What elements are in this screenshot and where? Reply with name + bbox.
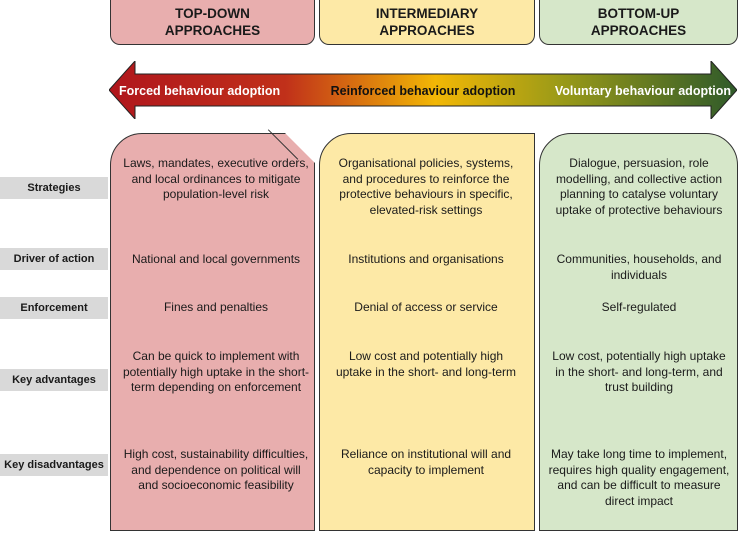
arrow-right-label: Voluntary behaviour adoption [554,84,731,98]
cell-strategies-top-down: Laws, mandates, executive orders, and local ordinances to mitigate population-level risk [123,156,309,201]
cell-advantages-bottom-up: Low cost, potentially high uptake in the short- and long-term, and trust building [552,349,726,394]
cell-disadvantages-intermediary: Reliance on institutional will and capacity to implement [340,447,512,477]
cell-strategies-bottom-up: Dialogue, persuasion, role modelling, and collective action planning to catalyse voluntary uptake of protective behaviours [555,156,723,217]
header-intermediary [319,0,535,45]
header-bottom-up [539,0,738,45]
behaviour-adoption-arrow [109,61,737,119]
row-label-text: Strategies [27,182,81,194]
row-label-disadvantages [0,454,108,476]
row-label-advantages [0,369,108,391]
cell-advantages-top-down: Can be quick to implement with potentially high uptake in the short-term depending on enforcement [122,349,310,394]
cell-driver-bottom-up: Communities, households, and individuals [556,252,722,282]
cell-driver-intermediary: Institutions and organisations [348,252,504,266]
header-intermediary-line2: APPROACHES [379,23,475,38]
cell-advantages-intermediary: Low cost and potentially high uptake in the short- and long-term [335,349,517,379]
arrow-left-label: Forced behaviour adoption [119,84,281,98]
header-top-down-line2: APPROACHES [164,23,261,38]
header-top-down-line1: TOP-DOWN [175,6,250,21]
cell-enforcement-top-down: Fines and penalties [163,300,269,314]
row-label-text: Key disadvantages [4,459,104,471]
cell-disadvantages-bottom-up: May take long time to implement, requires high quality engagement, and can be difficult to measure direct impact [548,447,730,508]
cell-driver-top-down: National and local governments [131,252,301,266]
cell-disadvantages-top-down: High cost, sustainability difficulties, and dependence on political will and socioeconomic feasibility [123,447,309,492]
row-label-text: Key advantages [12,374,96,386]
arrow-middle-label: Reinforced behaviour adoption [330,84,516,98]
header-bottom-up-line2: APPROACHES [590,23,687,38]
cell-strategies-intermediary: Organisational policies, systems, and procedures to reinforce the protective behaviours in specific, elevated-risk settings [338,156,514,217]
row-label-text: Driver of action [13,253,95,265]
row-label-strategies [0,177,108,199]
header-top-down [110,0,315,45]
row-label-enforcement [0,297,108,319]
cell-enforcement-bottom-up: Self-regulated [601,300,677,314]
row-label-text: Enforcement [20,302,88,314]
header-intermediary-line1: INTERMEDIARY [375,6,479,21]
header-bottom-up-line1: BOTTOM-UP [597,6,680,21]
row-label-driver [0,248,108,270]
cell-enforcement-intermediary: Denial of access or service [354,300,498,314]
